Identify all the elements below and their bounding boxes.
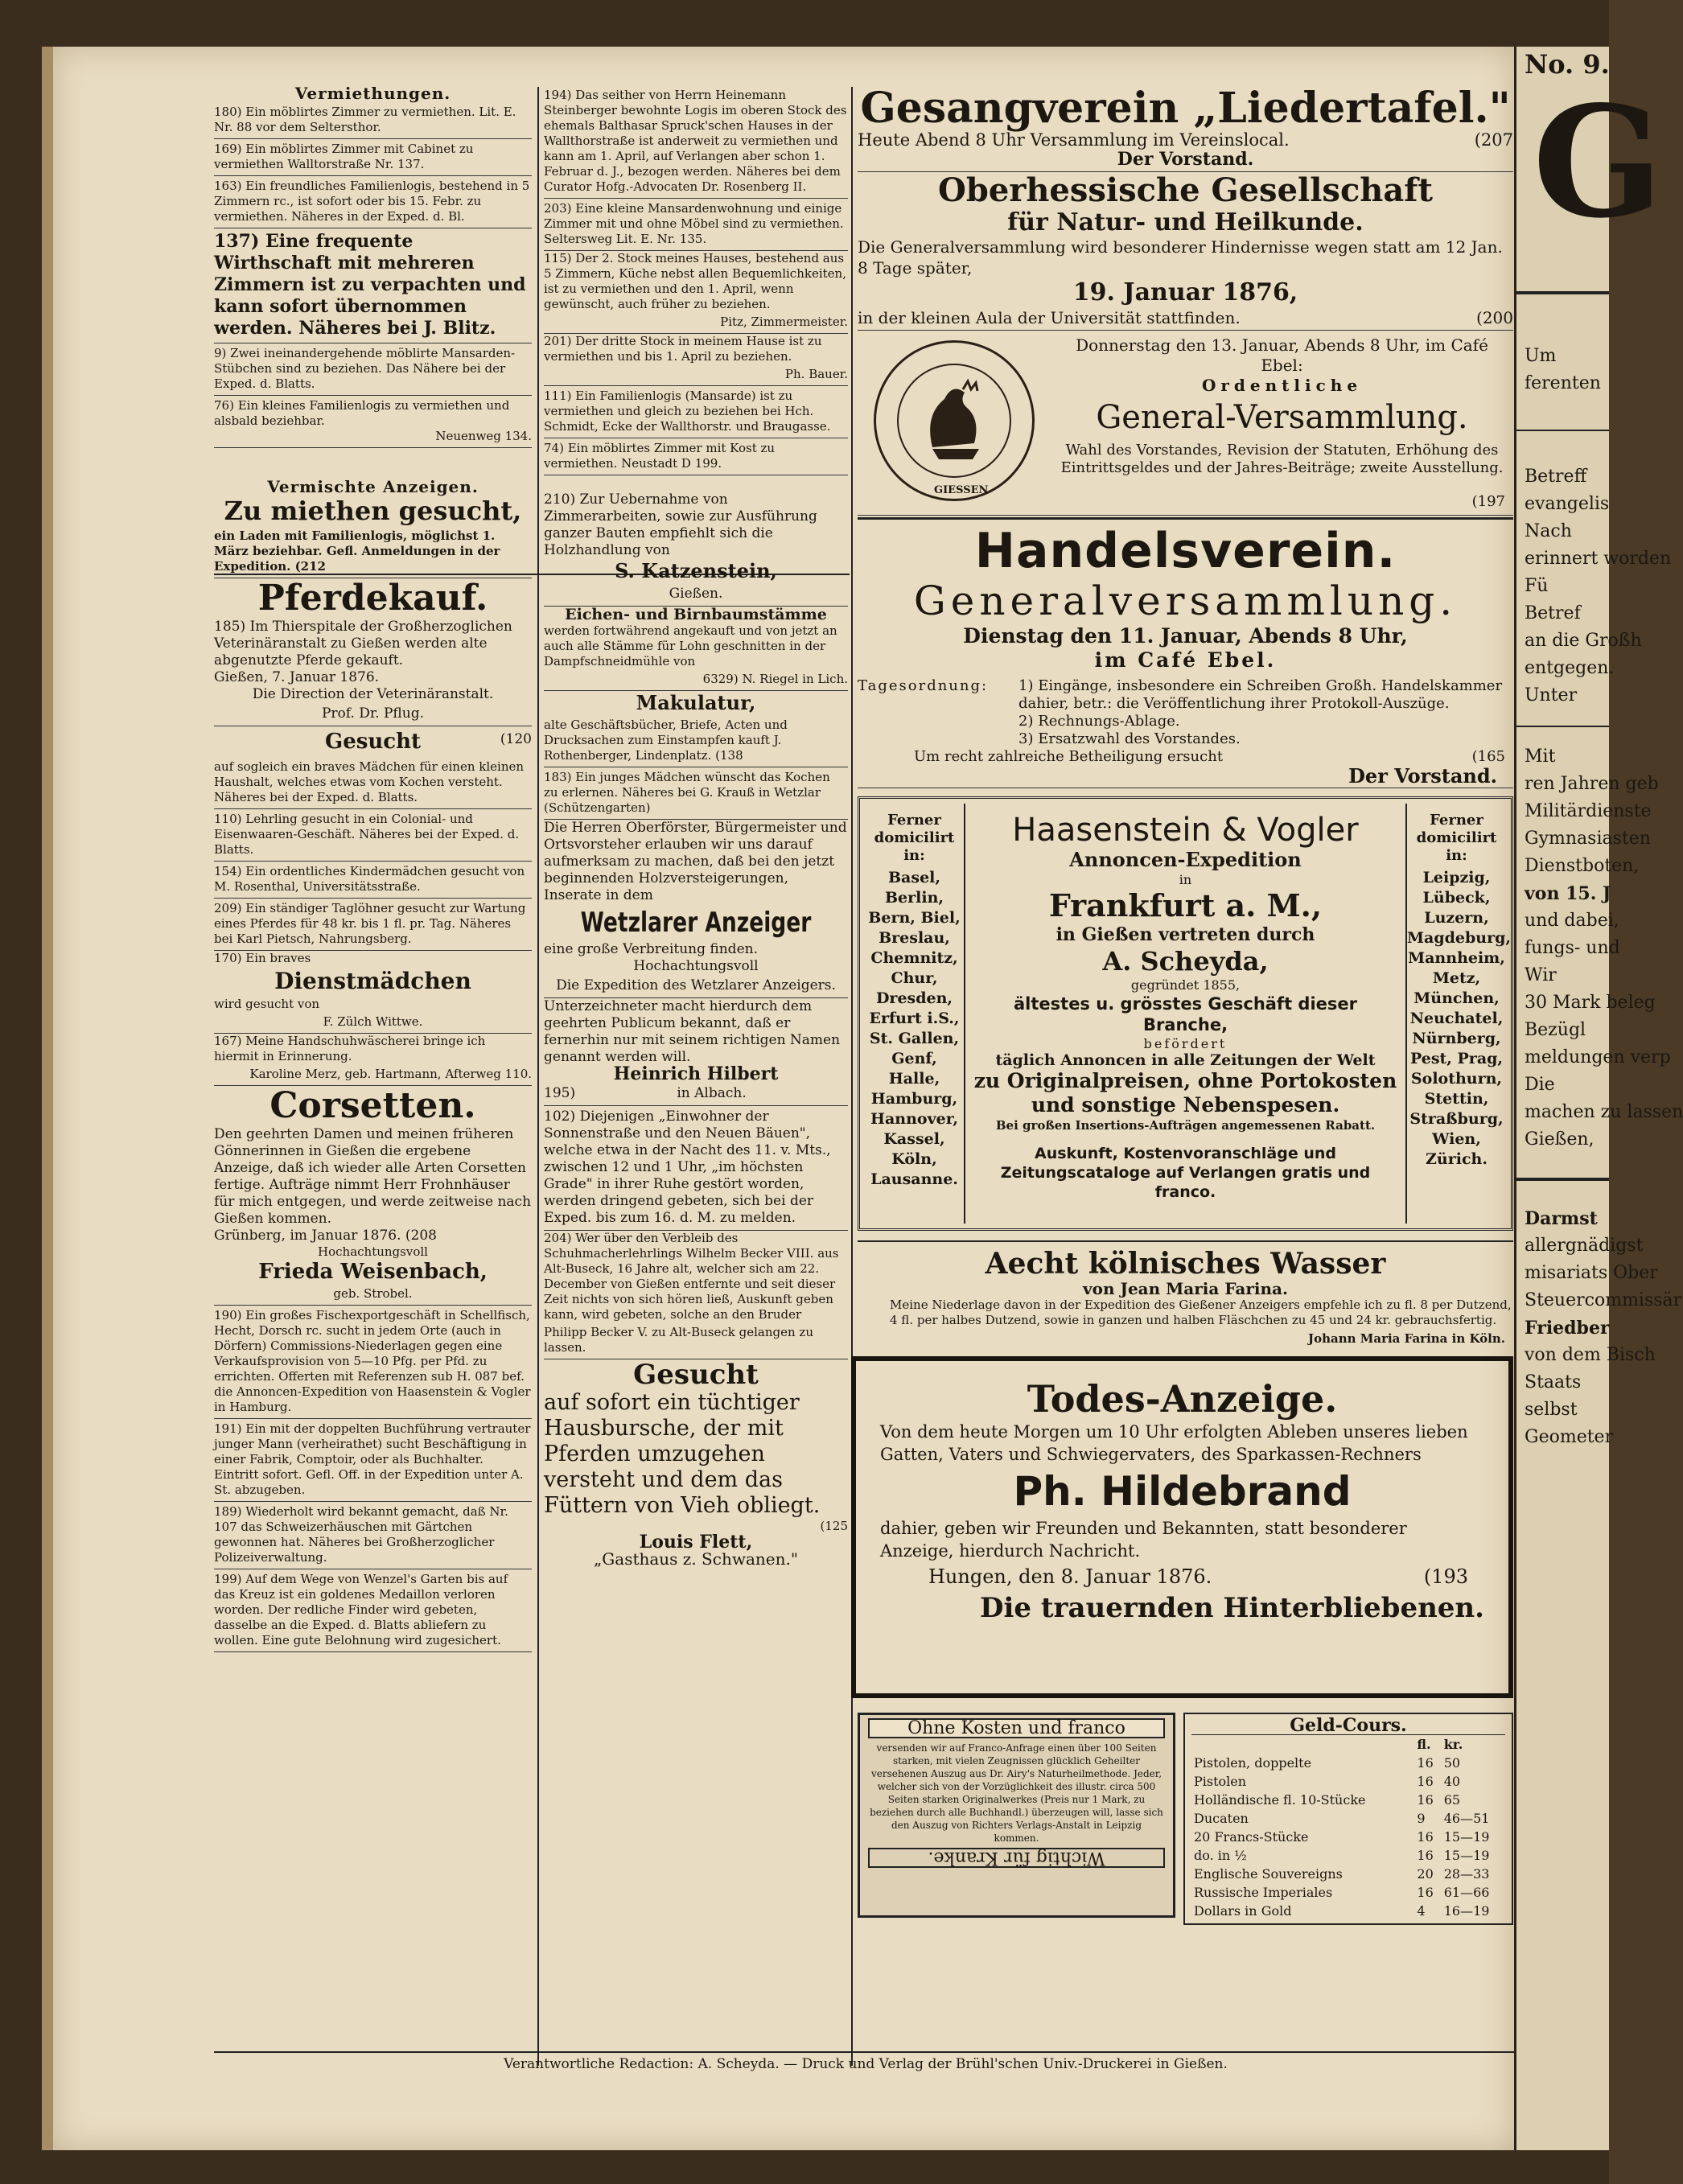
ad: 115) Der 2. Stock meines Hauses, bestehend aus 5 Zimmern, Küche nebst allen Bequemlichkeiten, ist zu vermiethen und den 1. April, wenn gewünscht, auch früher zu beziehen. [544, 251, 846, 311]
agenda-label: Tagesordnung: [858, 677, 989, 694]
facing-text: an die Großh [1525, 631, 1642, 651]
column-rule [537, 87, 539, 2066]
col-header [1191, 1735, 1414, 1754]
ad-signature: Ph. Bauer. [544, 364, 848, 386]
ad-subheading: Generalversammlung. [913, 578, 1458, 624]
ad-signature: Louis Flett, [639, 1532, 753, 1553]
agenda [858, 677, 1513, 748]
ad-signature: Heinrich Hilbert [613, 1063, 779, 1084]
ad-signature: Pitz, Zimmermeister. [544, 312, 848, 334]
ad-text: auf sogleich ein braves Mädchen für einen kleinen Haushalt, welches etwas vom Kochen versteht. Näheres bei der Exped. d. Blatts. [214, 757, 532, 809]
rate-row [1191, 1865, 1505, 1883]
facing-text: ferenten [1525, 373, 1601, 393]
ad-subheading: von Jean Maria Farina. [1083, 1279, 1288, 1298]
ad-signature: 6329) N. Riegel in Lich. [544, 669, 848, 691]
ad-text: auf sofort ein tüchtiger Hausbursche, der mit Pferden umzugehen versteht und dem das Füttern von Vieh obliegt. [544, 1390, 821, 1518]
ad-heading: Zu miethen gesucht, [224, 496, 522, 526]
ad-signature: Der Vorstand. [858, 765, 1513, 788]
ad: 74) Ein möblirtes Zimmer mit Kost zu vermiethen. Neustadt D 199. [544, 438, 848, 475]
ad-location: Gießen. [544, 583, 848, 607]
ad [214, 396, 532, 448]
ad-text: ein Laden mit Familienlogis, möglichst 1. März beziehbar. Gefl. Anmeldungen in der Expedition. (212 [214, 526, 532, 578]
rate-row [1191, 1883, 1505, 1902]
facing-text: Betreff [1525, 467, 1587, 487]
ad-heading: Gesucht [324, 730, 422, 754]
facing-text: Gießen, [1525, 1129, 1595, 1150]
imprint-footer: Verantwortliche Redaction: A. Scheyda. — Druck und Verlag der Brühl'schen Univ.-Druckerei in Gießen. [214, 2051, 1517, 2072]
ad: 194) Das seither von Herrn Heinemann Steinberger bewohnte Logis im oberen Stock des ehemals Balthasar Spruck'schen Hauses in der Wallthorstraße ist anderweit zu vermiethen und kann am 1. April, auf Verlangen aber schon 1. Februar d. J., bezogen werden. Näheres bei dem Curator Hofg.-Advocaten Dr. Rosenberg II. [544, 85, 848, 199]
column-2 [544, 85, 848, 1568]
ad-number: (125 [820, 1519, 848, 1533]
rate-row [1191, 1902, 1505, 1920]
box-left-cities: Basel, Berlin, Bern, Biel, Breslau, Chemnitz, Chur, Dresden, Erfurt i.S., St. Gallen, Genf, Halle, Hamburg, Hannover, Kassel, Köln, Lausanne. [868, 869, 961, 1188]
ad-line [858, 307, 1513, 331]
facing-text: selbst [1525, 1400, 1578, 1420]
ad-number: (200 [1476, 308, 1513, 327]
ad-closing: Hochachtungsvoll [633, 958, 759, 974]
notice-name: Ph. Hildebrand [1013, 1468, 1352, 1515]
facing-text: Wir [1525, 965, 1557, 985]
ad: 167) Meine Handschuhwäscherei bringe ich hiermit in Erinnerung. [214, 1034, 486, 1063]
agenda-item: 1) Eingänge, insbesondere ein Schreiben Großh. Handelskammer dahier, betr.: die Veröffentlichung ihrer Protokoll-Auszüge. [1018, 677, 1503, 712]
ad-haasenstein-vogler [858, 796, 1513, 1231]
agenda-item: 3) Ersatzwahl des Vorstandes. [1018, 730, 1241, 747]
ad: 189) Wiederholt wird bekannt gemacht, daß Nr. 107 das Schweizerhäuschen mit Gärtchen gewonnen hat. Näheres bei Großherzoglicher Polizeiverwaltung. [214, 1502, 532, 1569]
rate-kr: 40 [1443, 1774, 1461, 1789]
rate-name: Ducaten [1194, 1811, 1249, 1826]
facing-text: Die [1525, 1075, 1555, 1095]
ad-date: Grünberg, im Januar 1876. (208 [214, 1228, 437, 1244]
notice-signature: Die trauernden Hinterbliebenen. [979, 1592, 1484, 1624]
ad-footer: Wichtig für Kranke. [868, 1848, 1165, 1868]
ad-heading: S. Katzenstein, [615, 559, 777, 582]
ad-date: Gießen, 7. Januar 1876. [214, 669, 380, 685]
ad-text: Die Generalversammlung wird besonderer Hindernisse wegen statt am 12 Jan. 8 Tage später, [858, 237, 1503, 278]
column-1 [214, 85, 532, 1652]
box-orig: zu Originalpreisen, ohne Portokosten [973, 1069, 1397, 1092]
facing-text: Unter [1525, 685, 1578, 705]
rate-fl: 16 [1417, 1829, 1434, 1845]
rate-name: do. in ½ [1194, 1848, 1247, 1863]
ad-text: 185) Im Thierspitale der Großherzoglichen Veterinäranstalt zu Gießen werden alte abgenutzte Pferde gekauft. [214, 619, 512, 668]
ad-heading: General-Versammlung. [1096, 399, 1468, 436]
rates-table [1191, 1735, 1505, 1920]
ad: 102) Diejenigen „Einwohner der Sonnenstraße und den Neuen Bäuen", welche etwa in der Nacht des 11. v. Mts., zwischen 12 und 1 Uhr, „im höchsten Grade" in ihrer Ruhe gestört worden, werden dringend gebeten, sich bei der Exped. bis zum 16. d. M. zu melden. [544, 1106, 848, 1231]
ad-closing: Hochachtungsvoll [318, 1244, 428, 1259]
box-subtitle: Annoncen-Expedition [1069, 848, 1302, 871]
ad-address: Neuenweg 134. [435, 429, 532, 443]
ad: 204) Wer über den Verbleib des Schuhmacherlehrlings Wilhelm Becker VIII. aus Alt-Buseck, 16 Jahre alt, welcher sich am 22. December von Gießen entfernte und seit dieser Zeit nichts von sich hören ließ, Auskunft geben kann, wird gebeten, solche an den Bruder [544, 1231, 839, 1322]
ad-text: in der kleinen Aula der Universität stattfinden. [858, 308, 1241, 327]
ad: 201) Der dritte Stock in meinem Hause ist zu vermiethen und bis 1. April zu beziehen. [544, 334, 822, 364]
ad: 169) Ein möblirtes Zimmer mit Cabinet zu vermiethen Walltorstraße Nr. 137. [214, 139, 532, 176]
rate-kr: 15—19 [1443, 1848, 1490, 1863]
box-agent: A. Scheyda, [1102, 946, 1269, 977]
ad-heading: Handelsverein. [974, 523, 1397, 579]
ad: 191) Ein mit der doppelten Buchführung vertrauter junger Mann (verheirathet) sucht Beschäftigung in einer Fabrik, Comptoir, oder als Buchhalter. Eintritt sofort. Gefl. Off. in der Expedition unter A. St. abzugeben. [214, 1419, 532, 1502]
ad: 111) Ein Familienlogis (Mansarde) ist zu vermiethen und gleich zu beziehen bei Hch. Schmidt, Ecke der Wallthorstr. und Braugasse. [544, 386, 848, 438]
ad-text: Um recht zahlreiche Betheiligung ersucht [914, 748, 1224, 765]
box-est: gegründet 1855, [1130, 977, 1241, 993]
facing-text: erinnert worden [1525, 549, 1672, 569]
ad-subheading: für Natur- und Heilkunde. [1007, 208, 1364, 236]
facing-text: Staats [1525, 1372, 1582, 1392]
masthead-fragment: G [1533, 72, 1664, 252]
ad: 203) Eine kleine Mansardenwohnung und einige Zimmer mit und ohne Möbel sind zu vermiethen. Seltersweg Lit. E. Nr. 135. [544, 199, 848, 251]
ad-heading: Dienstmädchen [274, 968, 471, 994]
facing-text: allergnädigst [1525, 1236, 1644, 1256]
ad-heading: Gesucht [633, 1359, 759, 1391]
ad-heading: Oberhessische Gesellschaft [938, 171, 1433, 209]
rate-fl: 20 [1417, 1866, 1434, 1882]
ad-location: „Gasthaus z. Schwanen." [593, 1549, 799, 1569]
rate-name: Pistolen [1194, 1774, 1247, 1789]
facing-text: und dabei, [1525, 911, 1619, 931]
rate-kr: 28—33 [1443, 1866, 1490, 1882]
box-center [965, 804, 1405, 1224]
ad-handelsverein [858, 517, 1513, 788]
facing-text: misariats Ober [1525, 1263, 1658, 1283]
rate-kr: 16—19 [1443, 1903, 1490, 1919]
ad-signature: Johann Maria Farina in Köln. [1308, 1331, 1505, 1346]
ad-text: Die Herren Oberförster, Bürgermeister und Ortsvorsteher erlauben wir uns darauf aufmerksam zu machen, daß bei den jetzt beginnenden Holzversteigerungen, Inserate in dem [544, 820, 847, 903]
rate-kr: 65 [1443, 1792, 1461, 1808]
ad-text [544, 715, 848, 767]
rate-fl: 16 [1417, 1792, 1434, 1808]
facing-text: Bezügl [1525, 1020, 1586, 1040]
notice-number: (193 [1423, 1565, 1468, 1588]
seal-city: GIESSEN [934, 484, 989, 496]
ad-number: (197 [1471, 493, 1505, 510]
rate-row [1191, 1828, 1505, 1846]
ad-heading: Eichen- und Birnbaumstämme [565, 606, 827, 623]
newspaper-page [42, 47, 1514, 2150]
facing-text: ren Jahren geb [1525, 774, 1659, 794]
ad-signature: F. Zülch Wittwe. [214, 1012, 532, 1034]
agenda-items [1018, 677, 1513, 748]
rate-name: Russische Imperiales [1194, 1885, 1333, 1900]
box-left [865, 804, 965, 1224]
ad: 180) Ein möblirtes Zimmer zu vermiethen. Lit. E. Nr. 88 vor dem Seltersthor. [214, 102, 532, 139]
ad-text: Donnerstag den 13. Januar, Abends 8 Uhr, im Café Ebel: [1076, 335, 1488, 375]
box-neben: und sonstige Nebenspesen. [1031, 1093, 1340, 1117]
facing-text: Militärdienste [1525, 801, 1652, 821]
ad-text: alte Geschäftsbücher, Briefe, Acten und Drucksachen zum Einstampfen kauft J. Rothenberger, Lindenplatz. [544, 718, 788, 763]
box-daily: täglich Annoncen in alle Zeitungen der Welt [995, 1051, 1376, 1069]
box-bef: befördert [1143, 1036, 1228, 1051]
facing-text: von dem Bisch [1525, 1345, 1656, 1365]
ad-date: 19. Januar 1876, [1072, 278, 1298, 306]
ad-text: werden fortwährend angekauft und von jetzt an auch alle Stämme für Lohn geschnitten in der Dampfschneidmühle von [544, 623, 837, 668]
box-title: Haasenstein & Vogler [1012, 812, 1359, 849]
ad: 110) Lehrling gesucht in ein Colonial- und Eisenwaaren-Geschäft. Näheres bei der Exped. d. Blatts. [214, 809, 532, 862]
ad-line [858, 748, 1513, 765]
facing-text: Um [1525, 346, 1557, 366]
ad-number: (207 [1474, 130, 1513, 150]
facing-text: machen zu lassen [1525, 1102, 1683, 1122]
facing-text: Fü [1525, 576, 1549, 596]
ad: 209) Ein ständiger Taglöhner gesucht zur Wartung eines Pferdes für 48 kr. bis 1 fl. pr. Tag. Näheres bei Karl Pietsch, Nahrungsberg. [214, 899, 532, 951]
notice-heading: Todes-Anzeige. [1027, 1377, 1338, 1421]
ad-number: 195) [544, 1085, 576, 1101]
ad-text: Den geehrten Damen und meinen früheren Gönnerinnen in Gießen die ergebene Anzeige, daß ich wieder alle Arten Corsetten fertige. Aufträge nimmt Herr Frohnhäuser für mich entgegen, und werde zeitweise nach Gießen kommen. [214, 1126, 532, 1227]
column-3 [858, 85, 1513, 1925]
rate-kr: 15—19 [1443, 1829, 1490, 1845]
facing-text: Darmst [1525, 1208, 1598, 1229]
ad-ohne-kosten [858, 1713, 1175, 1918]
ad-footer [544, 1083, 848, 1106]
ad-signature: Die Expedition des Wetzlarer Anzeigers. [544, 975, 848, 998]
ad: 163) Ein freundliches Familienlogis, bestehend in 5 Zimmern rc., ist sofort oder bis 15. Febr. zu vermiethen. Näheres in der Exped. d. Bl. [214, 176, 532, 228]
facing-text: meldungen verp [1525, 1047, 1671, 1067]
ad-number: (120 [500, 731, 532, 747]
section-heading: Vermiethungen. [294, 84, 451, 103]
facing-text: Nach [1525, 521, 1572, 541]
box-right-heading: Ferner domicilirt in: [1416, 812, 1497, 864]
agenda-item: 2) Rechnungs-Ablage. [1018, 713, 1180, 730]
ad-heading: Wetzlarer Anzeiger [580, 907, 812, 939]
facing-text: 30 Mark beleg [1525, 993, 1656, 1013]
facing-text: evangelis [1525, 494, 1610, 514]
ad-heading: Pferdekauf. [257, 578, 488, 619]
box-in: in [1179, 872, 1192, 887]
col-header: kr. [1443, 1737, 1463, 1752]
rate-fl: 16 [1417, 1885, 1434, 1900]
rate-row [1191, 1846, 1505, 1865]
ad-heading: Ohne Kosten und franco [868, 1718, 1165, 1738]
notice-line [880, 1562, 1484, 1591]
rate-row [1191, 1791, 1505, 1809]
ad-subheading: Ordentliche [1201, 376, 1363, 395]
ad-gefluegelverein [858, 331, 1513, 516]
ad-text: Wahl des Vorstandes, Revision der Statuten, Erhöhung des Eintrittsgeldes und der Jahres-Beiträge; zweite Ausstellung. [1060, 442, 1504, 476]
rate-fl: 4 [1417, 1903, 1426, 1919]
facing-text: Dienstboten, [1525, 856, 1640, 876]
facing-page-edge [1514, 47, 1683, 2150]
ad-text: wird gesucht von [214, 997, 320, 1011]
facing-text: Mit [1525, 747, 1556, 767]
rates-heading: Geld-Cours. [1191, 1717, 1505, 1735]
rate-kr: 46—51 [1443, 1811, 1490, 1826]
ad-signature: Prof. Dr. Pflug. [214, 703, 532, 726]
ad-location: im Café Ebel. [1094, 648, 1277, 672]
bottom-row [858, 1713, 1513, 1925]
rate-fl: 16 [1417, 1848, 1434, 1863]
facing-text: Geometer [1525, 1427, 1614, 1447]
issue-number: No. 9. [1525, 49, 1610, 80]
ad-signature: geb. Strobel. [214, 1284, 532, 1306]
facing-text: Friedber [1525, 1318, 1610, 1339]
notice-text: dahier, geben wir Freunden und Bekannten, statt besonderer Anzeige, hierdurch Nachricht. [880, 1519, 1407, 1561]
rate-kr: 61—66 [1443, 1885, 1490, 1900]
ad-signature: Der Vorstand. [858, 149, 1513, 172]
rate-fl: 16 [1417, 1755, 1434, 1771]
ad-heading: Gesangverein „Liedertafel." [860, 84, 1511, 133]
exchange-rates [1183, 1713, 1513, 1925]
box-city: Frankfurt a. M., [1048, 887, 1323, 923]
section-heading: Vermischte Anzeigen. [267, 477, 479, 496]
ad-heading: Aecht kölnisches Wasser [985, 1247, 1386, 1281]
ad: 183) Ein junges Mädchen wünscht das Kochen zu erlernen. Näheres bei G. Krauß in Wetzlar (Schützengarten) [544, 767, 848, 820]
facing-text: Gymnasiasten [1525, 829, 1651, 849]
death-notice [851, 1356, 1513, 1698]
ad: 137) Eine frequente Wirthschaft mit mehreren Zimmern ist zu verpachten und kann sofort übernommen werden. Näheres bei J. Blitz. [214, 228, 532, 343]
facing-text: Steuercommissär [1525, 1290, 1682, 1310]
ad-text: Unterzeichneter macht hierdurch dem geehrten Publicum bekannt, daß er fernerhin nur mit seinem richtigen Namen genannt werden will. [544, 998, 841, 1065]
rate-row [1191, 1809, 1505, 1828]
rate-name: Holländische fl. 10-Stücke [1194, 1792, 1366, 1808]
box-right-cities: Leipzig, Lübeck, Luzern, Magdeburg, Mannheim, Metz, München, Neuchatel, Nürnberg, Pest, Prag, Solothurn, Stettin, Straßburg, Wien, Zürich. [1407, 869, 1512, 1168]
rate-row [1191, 1754, 1505, 1772]
box-left-heading: Ferner domicilirt in: [874, 812, 955, 864]
ad-location: in Albach. [677, 1085, 747, 1101]
ad-heading: Corsetten. [270, 1085, 476, 1126]
ad-date: Dienstag den 11. Januar, Abends 8 Uhr, [963, 624, 1408, 648]
ad-number: (138 [715, 748, 743, 763]
box-old: ältestes u. grösstes Geschäft dieser Branche, [1014, 994, 1357, 1034]
notice-date: Hungen, den 8. Januar 1876. [928, 1565, 1212, 1588]
ad: 154) Ein ordentliches Kindermädchen gesucht von M. Rosenthal, Universitätsstraße. [214, 862, 532, 899]
ad: 170) Ein braves [214, 951, 311, 965]
ad-koelnisch-wasser [858, 1240, 1513, 1351]
ad-signature: Karoline Merz, geb. Hartmann, Afterweg 110. [214, 1064, 532, 1086]
box-info: Auskunft, Kostenvoranschläge und Zeitungscataloge auf Verlangen gratis und franco. [1000, 1145, 1371, 1201]
ad-text: Heute Abend 8 Uhr Versammlung im Vereinslocal. [858, 130, 1290, 150]
ad: 9) Zwei ineinandergehende möblirte Mansarden-Stübchen sind zu beziehen. Das Nähere bei der Exped. d. Blatts. [214, 343, 532, 396]
ad-line [858, 132, 1513, 149]
rate-row [1191, 1772, 1505, 1791]
rate-fl: 16 [1417, 1774, 1434, 1789]
box-rep: in Gießen vertreten durch [1055, 924, 1315, 945]
rate-name: 20 Francs-Stücke [1194, 1829, 1309, 1845]
col-header: fl. [1417, 1737, 1431, 1752]
ad-text: 210) Zur Uebernahme von Zimmerarbeiten, sowie zur Ausführung ganzer Bauten empfiehlt sich die Holzhandlung von [544, 492, 817, 558]
box-rabatt: Bei großen Insertions-Aufträgen angemessenen Rabatt. [995, 1118, 1376, 1133]
facing-text: Betref [1525, 603, 1581, 623]
ad-text: Meine Niederlage davon in der Expedition des Gießener Anzeigers empfehle ich zu fl. 8 per Dutzend, 4 fl. per halbes Dutzend, sowie in ganzen und halben Fläschchen zu 45 und 24 kr. gebrauchsfertig. [890, 1298, 1512, 1327]
column-rule [851, 87, 853, 2066]
notice-text: Von dem heute Morgen um 10 Uhr erfolgten Ableben unseres lieben Gatten, Vaters und Schwiegervaters, des Sparkassen-Rechners [880, 1422, 1468, 1464]
ad-text: 76) Ein kleines Familienlogis zu vermiethen und alsbald beziehbar. [214, 398, 510, 428]
facing-text: entgegen. [1525, 658, 1615, 678]
ad-signature: Frieda Weisenbach, [258, 1260, 488, 1284]
box-right [1405, 804, 1512, 1224]
ad: 199) Auf dem Wege von Wenzel's Garten bis auf das Kreuz ist ein goldenes Medaillon verloren worden. Der redliche Finder wird gebeten, dasselbe an die Exped. d. Blatts abliefern zu wollen. Eine gute Belohnung wird zugesichert. [214, 1569, 532, 1652]
rate-name: Englische Souvereigns [1194, 1866, 1343, 1882]
ad-signature: Die Direction der Veterinäranstalt. [252, 686, 494, 702]
rate-name: Pistolen, doppelte [1194, 1755, 1312, 1771]
ad-text: eine große Verbreitung finden. [544, 941, 758, 957]
rate-fl: 9 [1417, 1811, 1426, 1826]
ad-text: versenden wir auf Franco-Anfrage einen über 100 Seiten starken, mit vielen Zeugnissen glücklich Geheilter versehenen Auszug aus Dr. Airy's Naturheilmethode. Jeder, welcher sich von der Vorzüglichkeit des illustr. circa 500 Seiten starken Originalwerkes (Preis nur 1 Mark, zu beziehen durch alle Buchhandl.) überzeugen will, lasse sich den Auszug von Richters Verlags-Anstalt in Leipzig kommen. [870, 1742, 1163, 1844]
rate-name: Dollars in Gold [1194, 1903, 1292, 1919]
rate-kr: 50 [1443, 1755, 1461, 1771]
rates-header [1191, 1735, 1505, 1754]
ad-signature: Philipp Becker V. zu Alt-Buseck gelangen zu lassen. [544, 1322, 848, 1359]
facing-text: von 15. J [1525, 883, 1611, 904]
facing-text: fungs- und [1525, 938, 1620, 958]
ad-heading: Makulatur, [636, 691, 756, 714]
ad-number: (165 [1471, 748, 1505, 765]
ad: 190) Ein großes Fischexportgeschäft in Schellfisch, Hecht, Dorsch rc. sucht in jedem Orte (auch in Dörfern) Commissions-Niederlagen gegen eine Verkaufsprovision von 5—10 Pfg. per Pfd. zu errichten. Offerten mit Referenzen sub H. 087 bef. die Annoncen-Expedition von Haasenstein & Vogler in Hamburg. [214, 1306, 532, 1419]
